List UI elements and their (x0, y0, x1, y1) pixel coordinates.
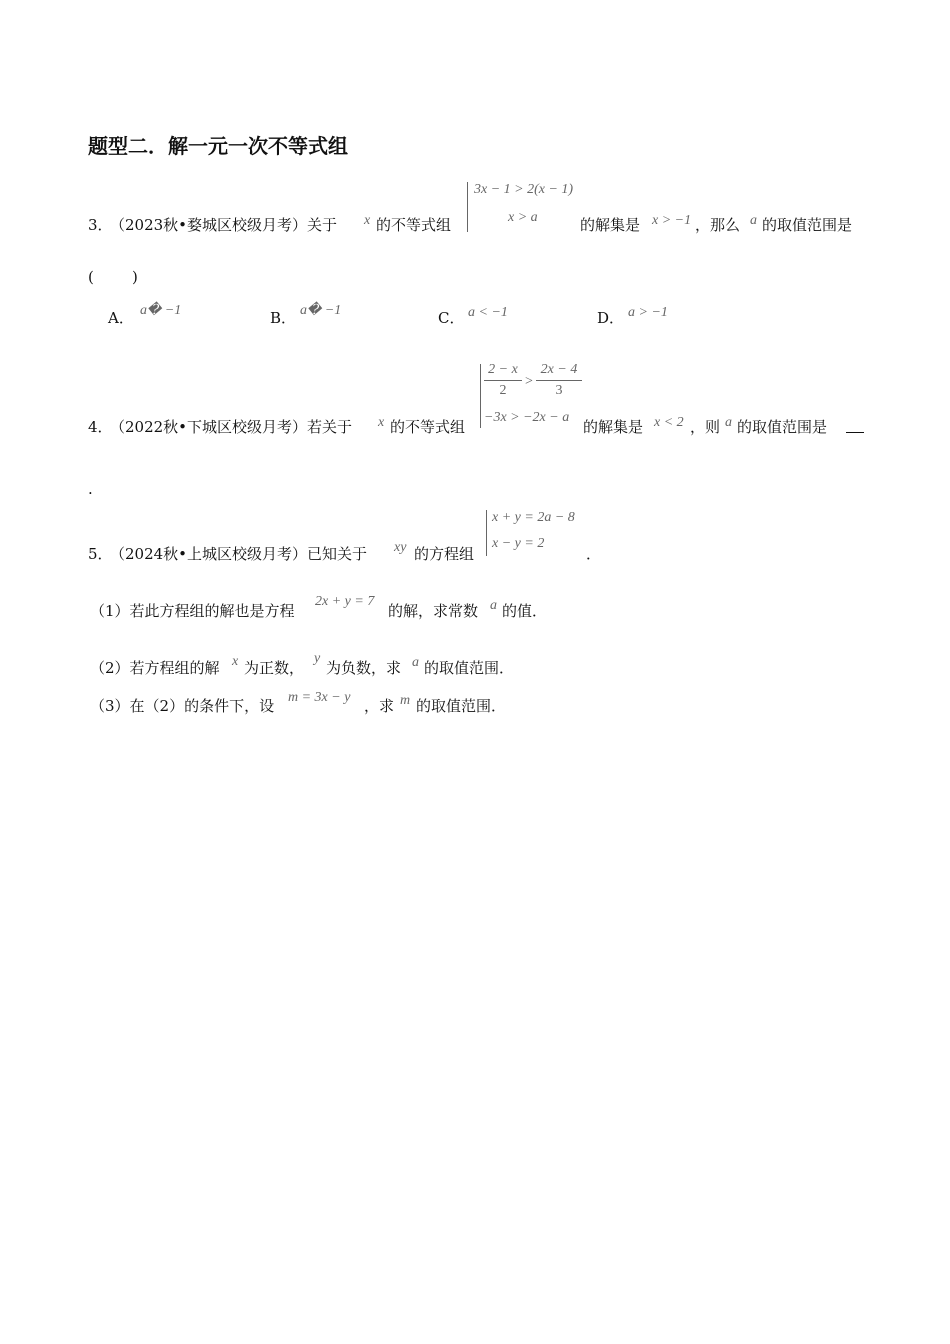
option-d-label: D． (597, 309, 625, 327)
q5-part2-text-b: 为正数， (244, 659, 305, 677)
q3-answer-paren: ( ) (88, 268, 138, 286)
q5-period: ． (586, 545, 602, 563)
q5-part1-text-b: 的解，求常数 (388, 602, 479, 620)
q5-part3-text-a: （3）在（2）的条件下，设 (90, 697, 275, 715)
q5-part3-var-m: m (400, 693, 411, 708)
option-b-label: B． (270, 309, 297, 327)
q4-text4: 的取值范围是 (737, 418, 828, 436)
q5-part1-text-c: 的值． (502, 602, 548, 620)
q5-eq1: x + y = 2a − 8 (492, 510, 575, 525)
q5-source: （2024秋•上城区校级月考）已知关于 (110, 545, 368, 563)
q5-system-brace (486, 510, 491, 556)
q3-text3: ，那么 (695, 216, 741, 234)
option-a-label: A． (108, 309, 134, 327)
q5-part3-text-b: ，求 (364, 697, 395, 715)
q4-number: 4． (88, 418, 113, 436)
q5-part3-text-c: 的取值范围． (416, 697, 507, 715)
q3-var-x: x (364, 213, 371, 228)
q5-part2-var-x: x (232, 654, 239, 669)
q5-part2-var-a: a (412, 655, 419, 670)
q4-period: . (88, 480, 93, 498)
q5-part2-text-d: 的取值范围． (424, 659, 515, 677)
q4-gt-sign: > (525, 374, 533, 389)
q4-frac2-numerator: 2x − 4 (540, 362, 578, 377)
q4-fraction-1 (484, 362, 522, 399)
q3-solution: x > −1 (652, 213, 692, 228)
q4-text1: 的不等式组 (390, 418, 466, 436)
q5-part2-text-a: （2）若方程组的解 (90, 659, 220, 677)
q4-fraction-2 (536, 362, 582, 399)
q4-var-a: a (725, 415, 732, 430)
q4-frac2-denominator: 3 (555, 383, 563, 398)
option-d-expr: a > −1 (628, 305, 668, 320)
q4-answer-blank[interactable] (846, 418, 864, 437)
q5-part2-text-c: 为负数，求 (326, 659, 402, 677)
q4-source: （2022秋•下城区校级月考）若关于 (110, 418, 353, 436)
option-b-expr: a� −1 (300, 303, 342, 318)
section-title: 题型二．解一元一次不等式组 (88, 134, 348, 158)
q5-part2-var-y: y (314, 651, 321, 666)
q3-eq2: x > a (508, 210, 538, 225)
q3-var-a: a (750, 213, 757, 228)
option-c-label: C． (438, 309, 465, 327)
q5-part3-equation: m = 3x − y (288, 690, 351, 705)
q4-var-x: x (378, 415, 385, 430)
q5-number: 5． (88, 545, 113, 563)
q5-part1-var: a (490, 598, 497, 613)
q5-eq2: x − y = 2 (492, 536, 545, 551)
q5-vars: xy (394, 540, 407, 555)
q4-text3: ，则 (690, 418, 721, 436)
q5-part1-equation: 2x + y = 7 (315, 594, 375, 609)
q3-source: （2023秋•婺城区校级月考）关于 (110, 216, 338, 234)
q5-text1: 的方程组 (414, 545, 475, 563)
q4-eq2: −3x > −2x − a (484, 410, 570, 425)
q5-part1-text-a: （1）若此方程组的解也是方程 (90, 602, 295, 620)
q4-text2: 的解集是 (583, 418, 644, 436)
q4-frac1-numerator: 2 − x (488, 362, 518, 377)
q3-text1: 的不等式组 (376, 216, 452, 234)
q4-solution: x < 2 (654, 415, 684, 430)
q3-number: 3． (88, 216, 113, 234)
option-c-expr: a < −1 (468, 305, 508, 320)
q3-text4: 的取值范围是 (762, 216, 853, 234)
q4-frac1-denominator: 2 (499, 383, 507, 398)
q3-eq1: 3x − 1 > 2(x − 1) (474, 182, 574, 197)
option-a-expr: a� −1 (140, 303, 182, 318)
q3-text2: 的解集是 (580, 216, 641, 234)
q3-system-brace (467, 182, 472, 232)
